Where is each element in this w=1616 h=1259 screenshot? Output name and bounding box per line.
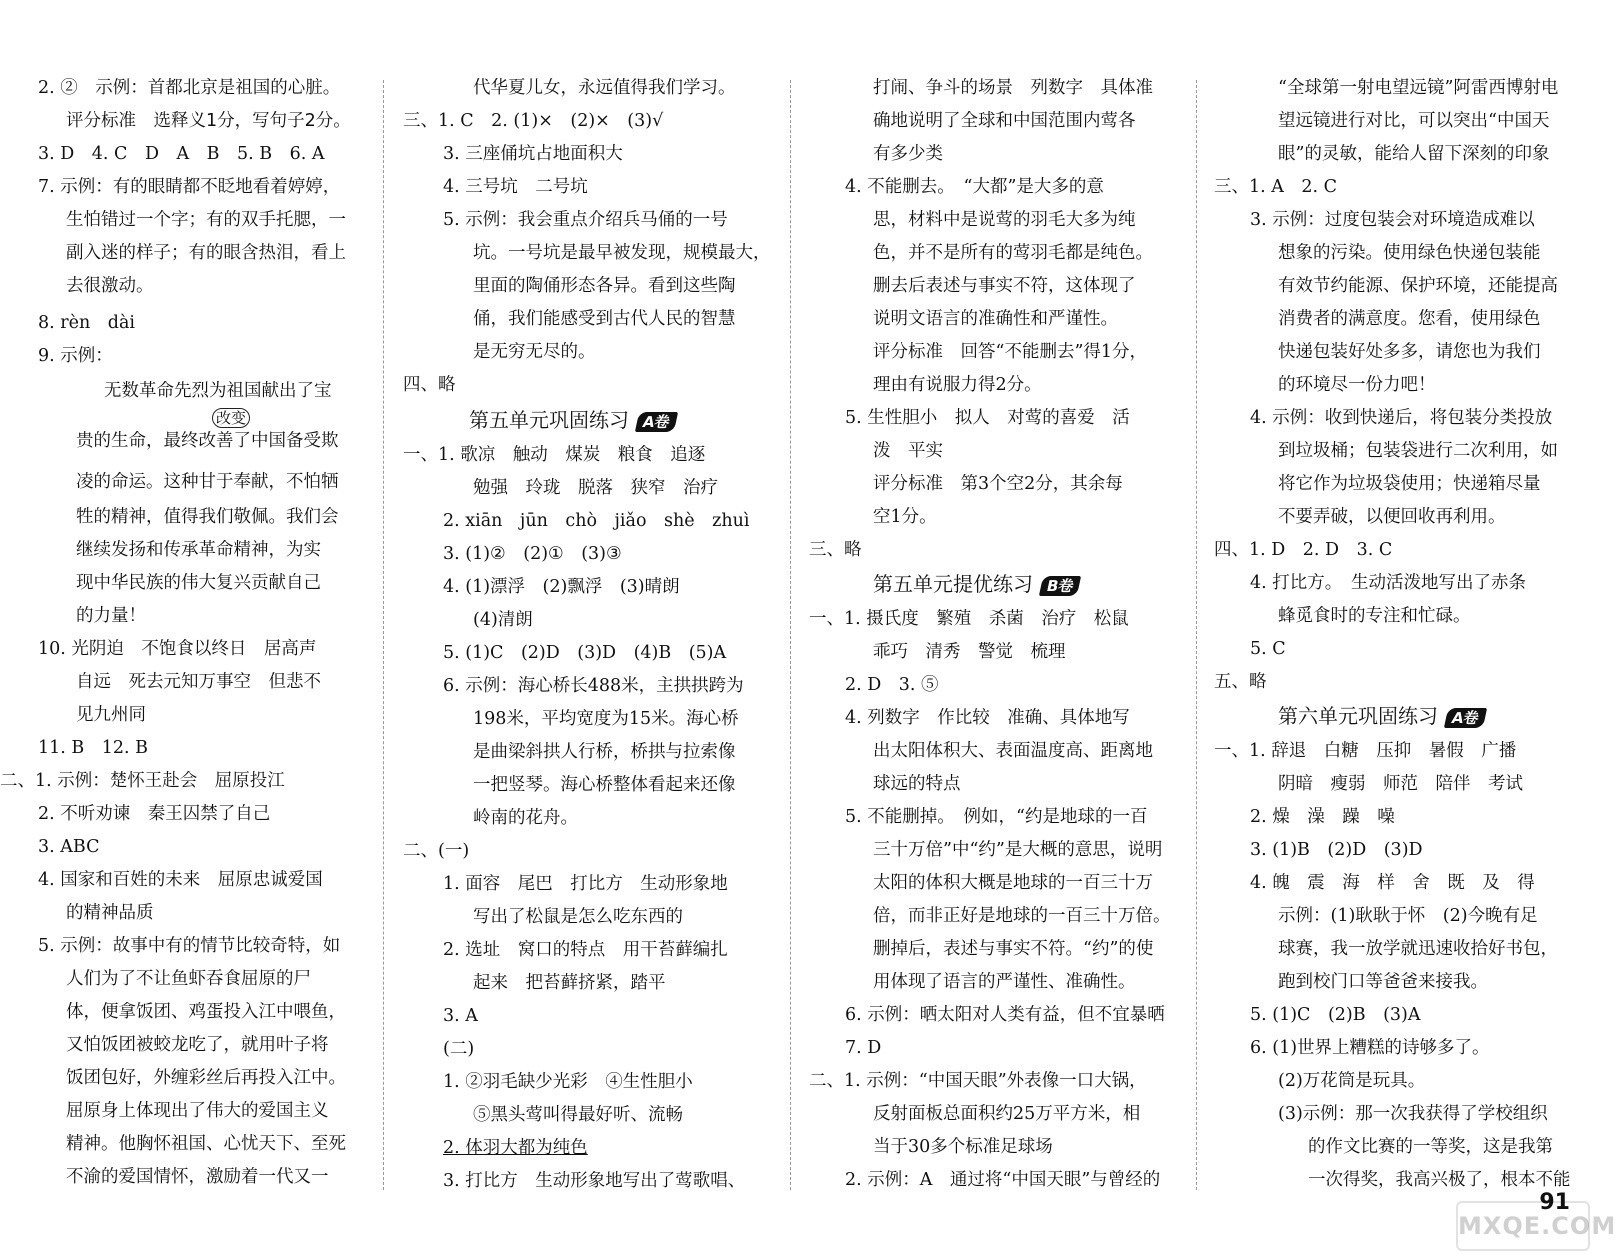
answer-line: 删去后表述与事实不符，这体现了 [873, 276, 1136, 296]
answer-line: 望远镜进行对比，可以突出“中国天 [1278, 111, 1550, 131]
answer-line: 快递包装好处多多，请您也为我们 [1278, 342, 1541, 362]
answer-line: 起来 把苔藓挤紧，踏平 [473, 973, 666, 993]
answer-line: 4. 不能删去。 “大都”是大多的意 [845, 177, 1104, 197]
answer-line: 写出了松鼠是怎么吃东西的 [473, 907, 683, 927]
essay-line: 的力量！ [76, 606, 146, 626]
badge-a: A卷 [1444, 708, 1487, 728]
answer-line: 二、1. 示例：“中国天眼”外表像一口大锅， [809, 1071, 1147, 1091]
answer-line: 的作文比赛的一等奖，这是我第 [1308, 1137, 1553, 1157]
section-heading [1278, 700, 1485, 733]
answer-line: 4. 国家和百姓的未来 屈原忠诚爱国 [38, 870, 323, 890]
correction-mark: 改变 [212, 408, 250, 428]
answer-line: 岭南的花舟。 [473, 808, 578, 828]
answer-line: 说明文语言的准确性和严谨性。 [873, 309, 1118, 329]
essay-line: 贵的生命，最终改善了中国备受欺 [76, 431, 339, 451]
answer-line: 6. 示例：晒太阳对人类有益，但不宜暴晒 [845, 1005, 1165, 1025]
answer-line: 1. ②羽毛缺少光彩 ④生性胆小 [443, 1072, 693, 1092]
answer-line: 色，并不是所有的莺羽毛都是纯色。 [873, 243, 1153, 263]
answer-line: 屈原身上体现出了伟大的爱国主义 [66, 1101, 329, 1121]
answer-line: 9. 示例： [38, 346, 113, 366]
answer-line: 7. 示例：有的眼睛都不眨地看着婷婷， [38, 177, 341, 197]
answer-line: 2. xiān jūn chò jiǎo shè zhuì [443, 511, 750, 531]
answer-line: 2. 示例：A 通过将“中国天眼”与曾经的 [845, 1170, 1161, 1190]
answer-line: 坑。一号坑是最早被发现，规模最大， [473, 243, 771, 263]
answer-line: 体，便拿饭团、鸡蛋投入江中喂鱼， [66, 1002, 346, 1022]
answer-line: “全球第一射电望远镜”阿雷西博射电 [1278, 78, 1559, 98]
answer-column-2 [395, 0, 785, 1259]
answer-line: 里面的陶俑形态各异。看到这些陶 [473, 276, 736, 296]
answer-line: (3)示例：那一次我获得了学校组织 [1278, 1104, 1548, 1124]
answer-line: 6. (1)世界上糟糕的诗够多了。 [1250, 1038, 1490, 1058]
answer-line: 2. 燥 澡 躁 噪 [1250, 807, 1395, 827]
answer-line: 一、1. 歌凉 触动 煤炭 粮食 追逐 [403, 445, 706, 465]
answer-line: 跑到校门口等爸爸来接我。 [1278, 972, 1488, 992]
answer-line: 3. (1)B (2)D (3)D [1250, 840, 1423, 860]
answer-line: 饭团包好，外缠彩丝后再投入江中。 [66, 1068, 346, 1088]
answer-line: 到垃圾桶；包装袋进行二次利用，如 [1278, 441, 1558, 461]
answer-line: 有多少类 [873, 144, 943, 164]
essay-line: 凌的命运。这种甘于奉献，不怕牺 [76, 472, 339, 492]
answer-line: 用体现了语言的严谨性、准确性。 [873, 972, 1136, 992]
answer-column-4 [1210, 0, 1600, 1259]
answer-line: 想象的污染。使用绿色快递包装能 [1278, 243, 1541, 263]
answer-line: 11. B 12. B [38, 738, 149, 758]
answer-line: 去很激动。 [66, 276, 154, 296]
answer-line: 3. 示例：过度包装会对环境造成难以 [1250, 210, 1535, 230]
answer-line: 一、1. 摄氏度 繁殖 杀菌 治疗 松鼠 [809, 609, 1129, 629]
answer-line: 俑，我们能感受到古代人民的智慧 [473, 309, 736, 329]
answer-line: 乖巧 清秀 警觉 梳理 [873, 642, 1066, 662]
answer-line: 4. 魄 震 海 样 舍 既 及 得 [1250, 873, 1535, 893]
section-title: 第六单元巩固练习 [1278, 704, 1438, 728]
answer-line: 评分标准 回答“不能删去”得1分， [873, 342, 1148, 362]
answer-line: 4. 列数字 作比较 准确、具体地写 [845, 708, 1130, 728]
answer-line: 空1分。 [873, 507, 937, 527]
answer-line: 的精神品质 [66, 903, 154, 923]
answer-line: 五、略 [1214, 672, 1267, 692]
answer-line: 2. ② 示例：首都北京是祖国的心脏。 [38, 78, 341, 98]
answer-line: 二、(一) [403, 841, 470, 861]
answer-line: 理由有说服力得2分。 [873, 375, 1042, 395]
answer-line: 二、1. 示例：楚怀王赴会 屈原投江 [0, 771, 285, 791]
page-number: 91 [1539, 1190, 1570, 1215]
answer-line: 4. 三号坑 二号坑 [443, 177, 588, 197]
answer-line: 太阳的体积大概是地球的一百三十万 [873, 873, 1153, 893]
answer-line: 又怕饭团被蛟龙吃了，就用叶子将 [66, 1035, 329, 1055]
section-heading [873, 568, 1079, 601]
answer-line: 一次得奖，我高兴极了，根本不能 [1308, 1170, 1571, 1190]
answer-line: 不渝的爱国情怀，激励着一代又一 [66, 1167, 329, 1187]
answer-line: 198米，平均宽度为15米。海心桥 [473, 709, 739, 729]
answer-line: ⑤黑头莺叫得最好听、流畅 [473, 1105, 683, 1125]
answer-line: 7. D [845, 1038, 882, 1058]
answer-line: 3. 打比方 生动形象地写出了莺歌唱、 [443, 1171, 746, 1191]
column-divider [1196, 80, 1197, 1190]
answer-line: 消费者的满意度。您看，使用绿色 [1278, 309, 1541, 329]
answer-line: 的环境尽一份力吧！ [1278, 375, 1436, 395]
answer-line: 是曲梁斜拱人行桥，桥拱与拉索像 [473, 742, 736, 762]
section-title: 第五单元巩固练习 [469, 408, 629, 432]
essay-line: 现中华民族的伟大复兴贡献自己 [76, 573, 321, 593]
column-divider [790, 80, 791, 1190]
answer-line: 2. 体羽大都为纯色 [443, 1138, 588, 1158]
answer-line: 是无穷无尽的。 [473, 342, 596, 362]
answer-line: 当于30多个标准足球场 [873, 1137, 1053, 1157]
answer-line: 5. 不能删掉。 例如，“约是地球的一百 [845, 807, 1148, 827]
answer-line: 见九州同 [76, 705, 146, 725]
answer-line: 1. 面容 尾巴 打比方 生动形象地 [443, 874, 728, 894]
answer-line: (二) [443, 1039, 475, 1059]
answer-line: 生怕错过一个字；有的双手托腮，一 [66, 210, 346, 230]
answer-line: 精神。他胸怀祖国、心忧天下、至死 [66, 1134, 346, 1154]
answer-line: 5. C [1250, 639, 1286, 659]
answer-line: 球赛，我一放学就迅速收拾好书包， [1278, 939, 1558, 959]
answer-line: 三十万倍”中“约”是大概的意思，说明 [873, 840, 1163, 860]
answer-line: 出太阳体积大、表面温度高、距离地 [873, 741, 1153, 761]
answer-line: 5. 生性胆小 拟人 对莺的喜爱 活 [845, 408, 1130, 428]
answer-line: 反射面板总面积约25万平方米，相 [873, 1104, 1141, 1124]
answer-line: 确地说明了全球和中国范围内莺各 [873, 111, 1136, 131]
answer-line: 有效节约能源、保护环境，还能提高 [1278, 276, 1558, 296]
section-heading [469, 404, 676, 437]
answer-line: 人们为了不让鱼虾吞食屈原的尸 [66, 969, 311, 989]
answer-line: 4. 打比方。 生动活泼地写出了赤条 [1250, 573, 1527, 593]
answer-line: 倍，而非正好是地球的一百三十万倍。 [873, 906, 1171, 926]
answer-line: 不要弄破，以便回收再利用。 [1278, 507, 1506, 527]
answer-line: 阴暗 瘦弱 师范 陪伴 考试 [1278, 774, 1523, 794]
essay-line: 无数革命先烈为祖国献出了宝 [104, 381, 332, 401]
answer-line: 一、1. 辞退 白糖 压抑 暑假 广播 [1214, 741, 1517, 761]
answer-line: 思，材料中是说莺的羽毛大多为纯 [873, 210, 1136, 230]
answer-line: 5. 示例：我会重点介绍兵马俑的一号 [443, 210, 728, 230]
answer-line: 自远 死去元知万事空 但悲不 [76, 672, 321, 692]
answer-line: 3. (1)② (2)① (3)③ [443, 544, 622, 564]
answer-line: 副入迷的样子；有的眼含热泪，看上 [66, 243, 346, 263]
answer-column-1 [0, 0, 380, 1259]
answer-line: 评分标准 第3个空2分，其余每 [873, 474, 1123, 494]
answer-line: 球远的特点 [873, 774, 961, 794]
answer-line: 2. 选址 窝口的特点 用干苔藓编扎 [443, 940, 728, 960]
answer-line: 5. (1)C (2)D (3)D (4)B (5)A [443, 643, 727, 663]
answer-line: 5. 示例：故事中有的情节比较奇特，如 [38, 936, 341, 956]
answer-line: 代华夏儿女，永远值得我们学习。 [473, 78, 736, 98]
answer-line: 打闹、争斗的场景 列数字 具体准 [873, 78, 1153, 98]
answer-line: 示例：(1)耿耿于怀 (2)今晚有足 [1278, 906, 1538, 926]
answer-line: 4. (1)漂浮 (2)飘浮 (3)晴朗 [443, 577, 680, 597]
answer-line: 勉强 玲珑 脱落 狭窄 治疗 [473, 478, 718, 498]
answer-line: 3. A [443, 1006, 478, 1026]
answer-line: 四、1. D 2. D 3. C [1214, 540, 1393, 560]
answer-line: (2)万花筒是玩具。 [1278, 1071, 1426, 1091]
answer-line: 三、1. C 2. (1)× (2)× (3)√ [403, 111, 664, 131]
answer-line: 10. 光阴迫 不饱食以终日 居高声 [38, 639, 317, 659]
essay-line: 牲的精神，值得我们敬佩。我们会 [76, 507, 339, 527]
answer-line: 一把竖琴。海心桥整体看起来还像 [473, 775, 736, 795]
answer-line: 评分标准 选释义1分，写句子2分。 [66, 111, 351, 131]
answer-line: 四、略 [403, 375, 456, 395]
answer-line: 6. 示例：海心桥长488米，主拱拱跨为 [443, 676, 744, 696]
answer-line: 蜂觅食时的专注和忙碌。 [1278, 606, 1471, 626]
answer-line: 3. D 4. C D A B 5. B 6. A [38, 144, 325, 164]
answer-line: 泼 平实 [873, 441, 943, 461]
answer-line: 三、1. A 2. C [1214, 177, 1338, 197]
answer-line: 三、略 [809, 540, 862, 560]
answer-line: 将它作为垃圾袋使用；快递箱尽量 [1278, 474, 1541, 494]
badge-b: B卷 [1039, 576, 1082, 596]
answer-line: 4. 示例：收到快递后，将包装分类投放 [1250, 408, 1553, 428]
essay-line: 继续发扬和传承革命精神，为实 [76, 540, 321, 560]
answer-line: 5. (1)C (2)B (3)A [1250, 1005, 1421, 1025]
section-title: 第五单元提优练习 [873, 572, 1033, 596]
answer-line: 删掉后，表述与事实不符。“约”的使 [873, 939, 1154, 959]
badge-a: A卷 [635, 412, 678, 432]
answer-line: 2. D 3. ⑤ [845, 675, 939, 695]
answer-line: 8. rèn dài [38, 313, 135, 333]
watermark: MXQE.COM [1456, 1201, 1590, 1251]
answer-line: 眼”的灵敏，能给人留下深刻的印象 [1278, 144, 1550, 164]
answer-line: (4)清朗 [473, 610, 533, 630]
answer-line: 3. 三座俑坑占地面积大 [443, 144, 623, 164]
answer-line: 3. ABC [38, 837, 100, 857]
answer-line: 2. 不听劝谏 秦王囚禁了自己 [38, 804, 271, 824]
column-divider [383, 80, 384, 1190]
answer-column-3 [805, 0, 1195, 1259]
